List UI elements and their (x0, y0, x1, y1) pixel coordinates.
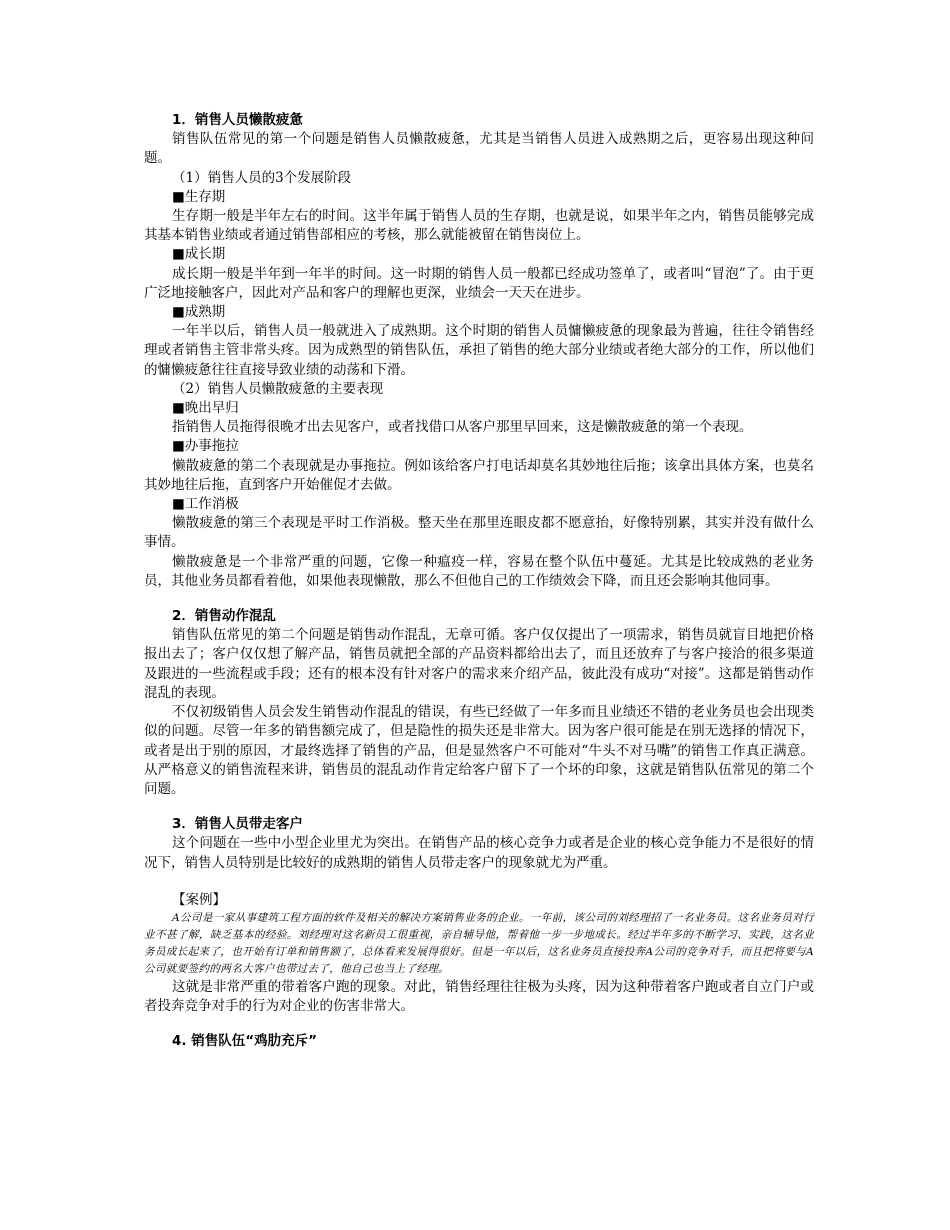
section-gap (144, 873, 814, 889)
stage-growth-label: ■成长期 (172, 246, 226, 263)
section-gap (144, 591, 814, 607)
after-case-text: 这就是非常严重的带着客户跑的现象。对此，销售经理往往极为头疼，因为这种带着客户跑或者自立门户或者投奔竞争对手的行为对企业的伤害非常大。 (144, 978, 814, 1015)
section-2-para-2: 不仅初级销售人员会发生销售动作混乱的错误，有些已经做了一年多而且业绩还不错的老业务员也会出现类似的问题。尽管一年多的销售额完成了，但是隐性的损失还是非常大。因为客户很可能是在别无选择的情况下，或者是出于别的原因，才最终选择了销售的产品，但是显然客户不可能对“牛头不对马嘴”的销售工作真正满意。从严格意义的销售流程来讲，销售员的混乱动作肯定给客户留下了一个坏的印象，这就是销售队伍常见的第二个问题。 (144, 704, 814, 797)
section-4-title: 4. 销售队伍“鸡肋充斥” (172, 1033, 317, 1050)
stage-mature-text: 一年半以后，销售人员一般就进入了成熟期。这个时期的销售人员慵懒疲惫的现象最为普遍，往往令销售经理或者销售主管非常头疼。因为成熟型的销售队伍，承担了销售的绝大部分业绩或者绝大部分的工作，所以他们的慵懒疲惫往往直接导致业绩的动荡和下滑。 (144, 323, 814, 378)
symptom-late-text: 指销售人员拖得很晚才出去见客户，或者找借口从客户那里早回来，这是懒散疲惫的第一个表现。 (172, 419, 753, 436)
section-1-title: 1．销售人员懒散疲惫 (172, 112, 303, 128)
case-text: A公司是一家从事建筑工程方面的软件及相关的解决方案销售业务的企业。一年前，该公司的刘经理招了一名业务员。这名业务员对行业不甚了解，缺乏基本的经验。刘经理对这名新员工很重视，亲自辅导他，帮着他一步一步地成长。经过半年多的不断学习、实践，这名业务员成长起来了，也开始有订单和销售额了，总体看来发展得很好。但是一年以后，这名业务员直接投奔A公司的竞争对手，而且把将要与A公司就要签约的两名大客户也带过去了，他自己也当上了经理。 (144, 911, 814, 975)
section-gap (144, 799, 814, 815)
section-3-para-1: 这个问题在一些中小型企业里尤为突出。在销售产品的核心竞争力或者是企业的核心竞争能力不是很好的情况下，销售人员特别是比较好的成熟期的销售人员带走客户的现象就尤为严重。 (144, 835, 814, 871)
symptom-late-label: ■晚出早归 (172, 400, 239, 417)
stage-mature-label: ■成熟期 (172, 304, 226, 321)
symptom-delay-text: 懒散疲惫的第二个表现就是办事拖拉。例如该给客户打电话却莫名其妙地往后拖；该拿出具体方案，也莫名其妙地往后拖，直到客户开始催促才去做。 (144, 457, 814, 493)
symptom-delay-label: ■办事拖拉 (172, 438, 239, 455)
stage-survival-label: ■生存期 (172, 188, 226, 205)
section-2-para-1: 销售队伍常见的第二个问题是销售动作混乱，无章可循。客户仅仅提出了一项需求，销售员就盲目地把价格报出去了；客户仅仅想了解产品，销售员就把全部的产品资料都给出去了，而且还放弃了与客户接洽的很多渠道及跟进的一些流程或手段；还有的根本没有针对客户的需求来介绍产品，彼此没有成功“对接”。这都是销售动作混乱的表现。 (144, 627, 814, 701)
symptom-passive-label: ■工作消极 (172, 496, 239, 513)
section-1-subheading-1: （1）销售人员的3个发展阶段 (172, 169, 352, 186)
section-2-title: 2．销售动作混乱 (172, 608, 276, 625)
section-gap (144, 1016, 814, 1032)
stage-survival-text: 生存期一般是半年左右的时间。这半年属于销售人员的生存期，也就是说，如果半年之内，销售员能够完成其基本销售业绩或者通过销售部相应的考核，那么就能被留在销售岗位上。 (144, 208, 814, 244)
section-1-closing: 懒散疲惫是一个非常严重的问题，它像一种瘟疫一样，容易在整个队伍中蔓延。尤其是比较成熟的老业务员，其他业务员都看着他，如果他表现懒散，那么不但他自己的工作绩效会下降，而且还会影响其他同事。 (144, 553, 814, 589)
symptom-passive-text: 懒散疲惫的第三个表现是平时工作消极。整天坐在那里连眼皮都不愿意抬，好像特别累，其实并没有做什么事情。 (144, 515, 814, 551)
document-body (144, 111, 814, 1052)
case-label: 【案例】 (172, 891, 226, 908)
stage-growth-text: 成长期一般是半年到一年半的时间。这一时期的销售人员一般都已经成功签单了，或者叫“冒泡”了。由于更广泛地接触客户，因此对产品和客户的理解也更深，业绩会一天天在进步。 (144, 265, 814, 301)
section-1-subheading-2: （2）销售人员懒散疲惫的主要表现 (172, 380, 384, 397)
section-1-intro: 销售队伍常见的第一个问题是销售人员懒散疲惫，尤其是当销售人员进入成熟期之后，更容易出现这种问题。 (144, 131, 814, 167)
section-3-title: 3．销售人员带走客户 (172, 816, 303, 833)
